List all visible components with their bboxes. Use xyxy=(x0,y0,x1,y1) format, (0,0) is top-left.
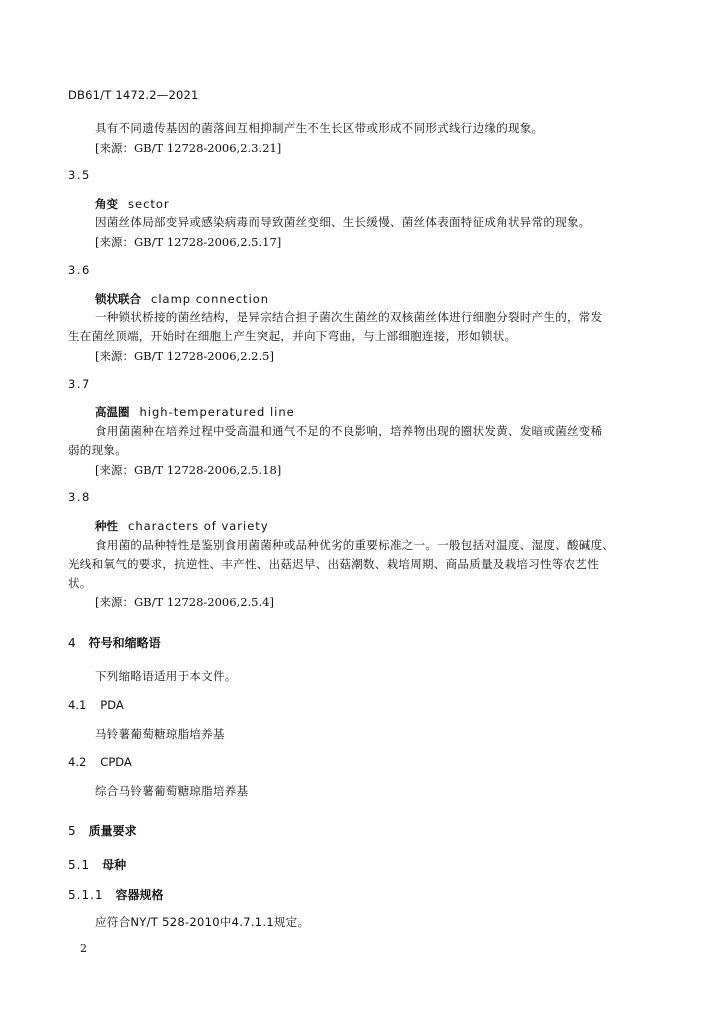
source-citation: [来源：GB/T 12728-2006,2.5.18] xyxy=(95,463,282,477)
term-definition-continued: 弱的现象。 xyxy=(68,443,127,457)
page-number: 2 xyxy=(80,942,87,955)
paragraph: 应符合NY/T 528-2010中4.7.1.1规定。 xyxy=(95,915,310,929)
term-heading xyxy=(95,291,724,307)
term-english: sector xyxy=(128,197,170,211)
document-code: DB61/T 1472.2—2021 xyxy=(68,88,199,102)
source-citation: [来源：GB/T 12728-2006,2.5.4] xyxy=(95,595,274,609)
subclause-heading xyxy=(68,755,724,769)
section-title: 质量要求 xyxy=(88,824,137,838)
abbreviation-definition: 综合马铃薯葡萄糖琼脂培养基 xyxy=(95,784,249,798)
term-definition-continued: 状。 xyxy=(68,576,92,590)
abbreviation: CPDA xyxy=(100,755,132,769)
subclause-heading xyxy=(68,698,724,712)
paragraph: 下列缩略语适用于本文件。 xyxy=(95,669,237,683)
term-english: clamp connection xyxy=(151,292,270,306)
subsection-title: 母种 xyxy=(102,858,127,872)
clause-number: 3.6 xyxy=(68,263,91,277)
subsection-heading xyxy=(68,856,724,873)
term-heading xyxy=(95,518,724,534)
section-title: 符号和缩略语 xyxy=(88,636,161,650)
subsection-heading xyxy=(68,886,724,903)
subsection-title: 容器规格 xyxy=(115,888,164,902)
source-citation: [来源：GB/T 12728-2006,2.3.21] xyxy=(95,141,282,155)
term-heading xyxy=(95,404,724,420)
section-heading xyxy=(68,634,724,651)
term-definition: 因菌丝体局部变异或感染病毒而导致菌丝变细、生长缓慢、菌丝体表面特征成角状异常的现象。 xyxy=(95,215,591,229)
clause-number: 3.5 xyxy=(68,168,91,182)
term-definition-continued: 生在菌丝顶端，开始时在细胞上产生突起，并向下弯曲，与上部细胞连接，形如锁状。 xyxy=(68,329,517,343)
term-definition: 食用菌的品种特性是鉴别食用菌菌种或品种优劣的重要标准之一。一般包括对温度、湿度、酸碱度、 xyxy=(95,538,615,552)
term-chinese: 角变 xyxy=(95,197,118,211)
section-heading xyxy=(68,822,724,839)
term-definition-continued: 光线和氧气的要求，抗逆性、丰产性、出菇迟早、出菇潮数、栽培周期、商品质量及栽培习性等农艺性 xyxy=(68,557,599,571)
subsection-number: 5.1.1 xyxy=(68,888,104,902)
abbreviation-definition: 马铃薯葡萄糖琼脂培养基 xyxy=(95,727,225,741)
term-chinese: 高温圈 xyxy=(95,405,130,419)
term-definition: 食用菌菌种在培养过程中受高温和通气不足的不良影响，培养物出现的圈状发黄、发暗或菌丝变稀 xyxy=(95,424,603,438)
source-citation: [来源：GB/T 12728-2006,2.2.5] xyxy=(95,349,274,363)
subclause-number: 4.1 xyxy=(68,698,87,712)
term-chinese: 种性 xyxy=(95,519,118,533)
term-english: characters of variety xyxy=(128,519,269,533)
section-number: 4 xyxy=(68,636,77,650)
section-number: 5 xyxy=(68,824,77,838)
source-citation: [来源：GB/T 12728-2006,2.5.17] xyxy=(95,235,282,249)
subclause-number: 4.2 xyxy=(68,755,87,769)
subsection-number: 5.1 xyxy=(68,858,91,872)
clause-number: 3.8 xyxy=(68,490,91,504)
paragraph: 具有不同遗传基因的菌落间互相抑制产生不生长区带或形成不同形式线行边缘的现象。 xyxy=(95,121,544,135)
abbreviation: PDA xyxy=(100,698,124,712)
term-definition: 一种锁状桥接的菌丝结构，是异宗结合担子菌次生菌丝的双核菌丝体进行细胞分裂时产生的，常发 xyxy=(95,310,603,324)
term-heading xyxy=(95,196,724,212)
term-chinese: 锁状联合 xyxy=(95,292,141,306)
term-english: high-temperatured line xyxy=(139,405,295,419)
clause-number: 3.7 xyxy=(68,377,91,391)
